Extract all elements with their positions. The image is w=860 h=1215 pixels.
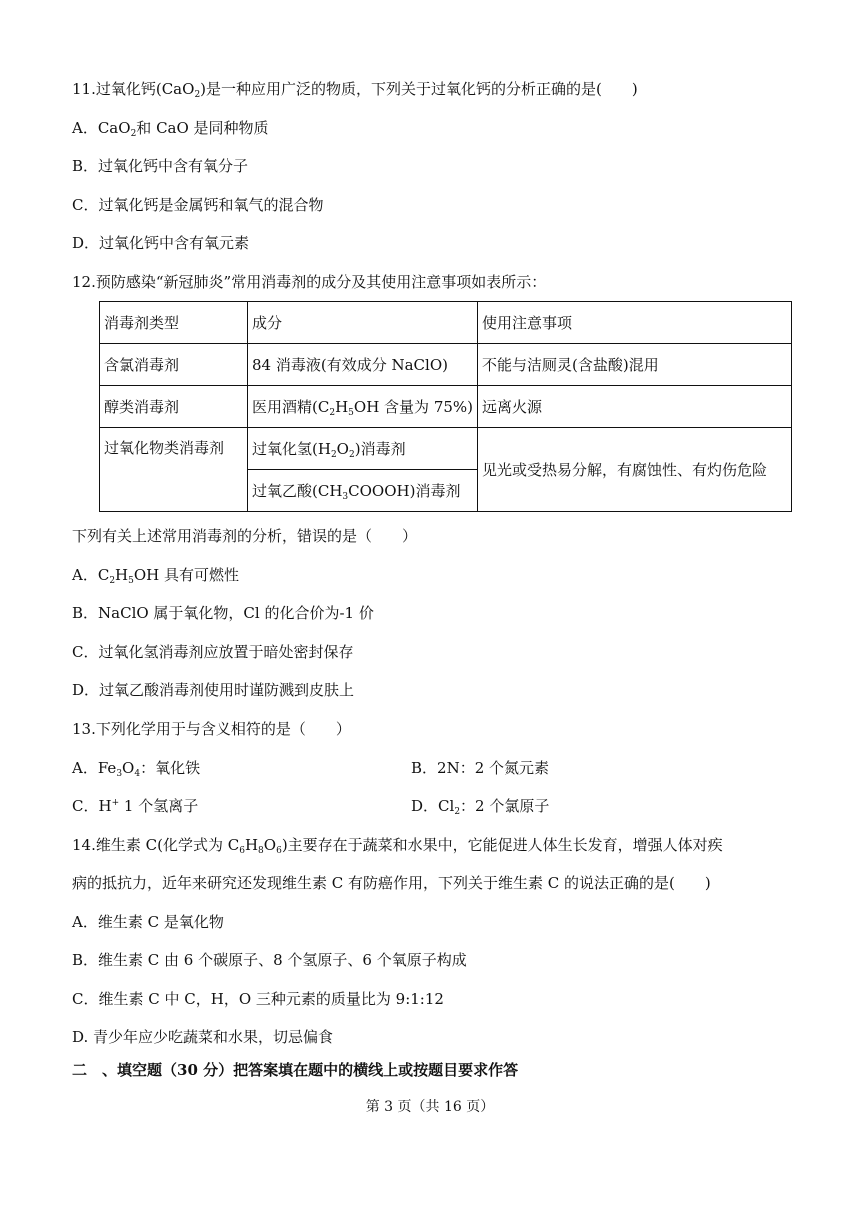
q14-option-d: D. 青少年应少吃蔬菜和水果，切忌偏食 [72, 1028, 334, 1046]
q11-option-a: A．CaO$_2$和 CaO 是同种物质 [72, 119, 269, 139]
table-header: 消毒剂类型 [100, 302, 248, 344]
table-header: 成分 [248, 302, 478, 344]
q14-option-b: B．维生素 C 由 6 个碳原子、8 个氢原子、6 个氧原子构成 [72, 951, 467, 969]
table-cell: 84 消毒液(有效成分 NaClO) [248, 344, 478, 386]
q11-option-c: C．过氧化钙是金属钙和氧气的混合物 [72, 196, 324, 214]
q12-stem: 12.预防感染“新冠肺炎”常用消毒剂的成分及其使用注意事项如表所示： [72, 273, 547, 291]
table-cell: 远离火源 [478, 386, 792, 428]
table-cell: 过氧化氢$(H_2O_2)$消毒剂 [248, 428, 478, 470]
table-cell: 醇类消毒剂 [100, 386, 248, 428]
q12-option-c: C．过氧化氢消毒剂应放置于暗处密封保存 [72, 643, 354, 661]
table-row [100, 386, 792, 428]
table-header: 使用注意事项 [478, 302, 792, 344]
q11-option-d: D．过氧化钙中含有氧元素 [72, 234, 250, 252]
q12-option-d: D．过氧乙酸消毒剂使用时谨防溅到皮肤上 [72, 681, 355, 699]
table-cell: 医用酒精($C_2H_5OH$ 含量为 75%) [248, 386, 478, 428]
table-cell: 过氧乙酸$(CH_3COOOH)$消毒剂 [248, 470, 478, 512]
q12-option-a: A．$C_2H_5OH$ 具有可燃性 [72, 566, 240, 586]
q14-stem-line1: 14.维生素 C(化学式为 $C_6H_8O_6$)主要存在于蔬菜和水果中，它能促进人体生长发育，增强人体对疾 [72, 836, 723, 856]
q13-option-c: C．H+ 1 个氢离子 [72, 797, 199, 815]
q14-option-a: A．维生素 C 是氧化物 [72, 913, 224, 931]
q13-option-a: A．$Fe_3O_4$：氧化铁 [72, 759, 201, 779]
q12-option-b: B．NaClO 属于氧化物，Cl 的化合价为-1 价 [72, 604, 374, 622]
section-heading: 二 、填空题（30 分）把答案填在题中的横线上或按题目要求作答 [72, 1061, 519, 1079]
disinfectant-table [99, 301, 792, 512]
q13-option-b: B．2N：2 个氮元素 [411, 759, 550, 777]
table-cell: 见光或受热易分解，有腐蚀性、有灼伤危险 [478, 428, 792, 512]
table-cell: 不能与洁厕灵(含盐酸)混用 [478, 344, 792, 386]
q14-stem-line2: 病的抵抗力，近年来研究还发现维生素 C 有防癌作用，下列关于维生素 C 的说法正确的是( ) [72, 874, 711, 892]
table-cell: 含氯消毒剂 [100, 344, 248, 386]
q13-option-d: D．$Cl_2$：2 个氯原子 [411, 797, 550, 817]
q11-option-b: B．过氧化钙中含有氧分子 [72, 157, 249, 175]
table-cell: 过氧化物类消毒剂 [100, 428, 248, 512]
page-footer: 第 3 页（共 16 页） [365, 1099, 495, 1115]
q12-ask: 下列有关上述常用消毒剂的分析，错误的是（ ） [72, 527, 418, 545]
q13-stem: 13.下列化学用于与含义相符的是（ ） [72, 720, 351, 738]
table-header-row [100, 302, 792, 344]
table-row [100, 428, 792, 470]
table-row [100, 344, 792, 386]
q11-stem: 11.过氧化钙(CaO$_2$)是一种应用广泛的物质，下列关于过氧化钙的分析正确的是( ) [72, 80, 638, 100]
q14-option-c: C．维生素 C 中 C，H，O 三种元素的质量比为 9:1:12 [72, 990, 444, 1008]
